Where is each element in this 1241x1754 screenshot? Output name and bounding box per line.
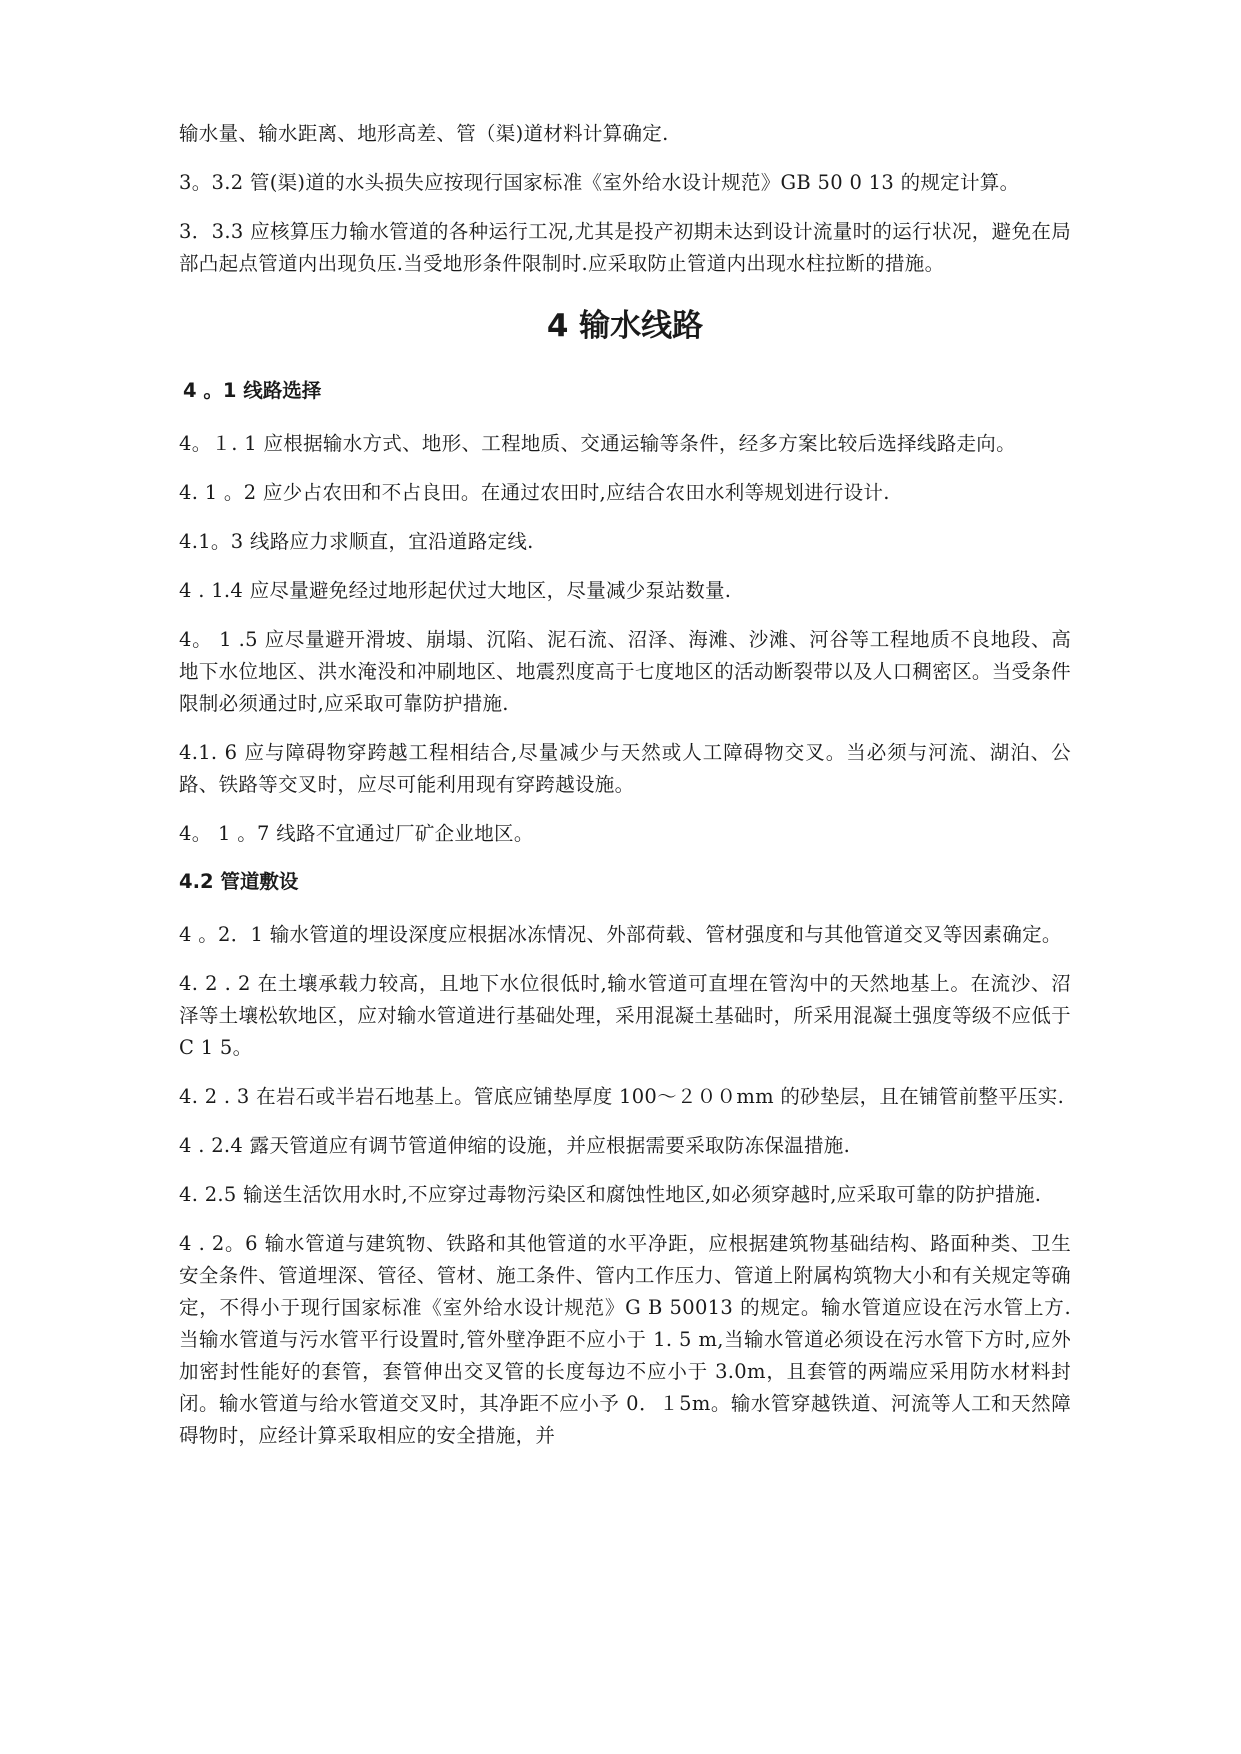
paragraph-4-2-3: 4. 2 . 3 在岩石或半岩石地基上。管底应铺垫厚度 100～２００mm 的砂垫层，且在铺管前整平压实. bbox=[179, 1085, 1065, 1108]
paragraph-4-1-6: 4.1. 6 应与障碍物穿跨越工程相结合,尽量减少与天然或人工障碍物交叉。当必须与河流、湖泊、公路、铁路等交叉时，应尽可能利用现有穿跨越设施。 bbox=[179, 741, 1071, 796]
paragraph-3-3-2: 3。3.2 管(渠)道的水头损失应按现行国家标准《室外给水设计规范》GB 50 0 13 的规定计算。 bbox=[179, 171, 1020, 194]
paragraph-4-2-1: 4 。2．1 输水管道的埋设深度应根据冰冻情况、外部荷载、管材强度和与其他管道交叉等因素确定。 bbox=[179, 923, 1062, 946]
paragraph-3-3-3: 3．3.3 应核算压力输水管道的各种运行工况,尤其是投产初期未达到设计流量时的运行状况，避免在局部凸起点管道内出现负压.当受地形条件限制时.应采取防止管道内出现水柱拉断的措施。 bbox=[179, 220, 1071, 275]
paragraph-4-1-5: 4。 1 .5 应尽量避开滑坡、崩塌、沉陷、泥石流、沼泽、海滩、沙滩、河谷等工程地质不良地段、高地下水位地区、洪水淹没和冲刷地区、地震烈度高于七度地区的活动断裂带以及人口稠密区。当受条件限制必须通过时,应采取可靠防护措施. bbox=[179, 628, 1071, 715]
paragraph-4-1-4: 4 . 1.4 应尽量避免经过地形起伏过大地区，尽量减少泵站数量. bbox=[179, 579, 732, 602]
paragraph-3-3-1-continued: 输水量、输水距离、地形高差、管（渠)道材料计算确定. bbox=[179, 122, 669, 145]
section-title-4-2: 4.2 管道敷设 bbox=[179, 870, 299, 893]
paragraph-4-1-7: 4。 1 。7 线路不宜通过厂矿企业地区。 bbox=[179, 822, 534, 845]
document-body bbox=[179, 118, 1071, 1469]
paragraph-4-1-1: 4。１. 1 应根据输水方式、地形、工程地质、交通运输等条件，经多方案比较后选择线路走向。 bbox=[179, 432, 1016, 455]
paragraph-4-1-2: 4. 1 。2 应少占农田和不占良田。在通过农田时,应结合农田水利等规划进行设计. bbox=[179, 481, 890, 504]
paragraph-4-2-6: 4 . 2。6 输水管道与建筑物、铁路和其他管道的水平净距，应根据建筑物基础结构、路面种类、卫生安全条件、管道埋深、管径、管材、施工条件、管内工作压力、管道上附属构筑物大小和有关规定等确定，不得小于现行国家标准《室外给水设计规范》G B 50013 的规定。输水管道应设在污水管上方.当输水管道与污水管平行设置时,管外壁净距不应小于 1. 5 m,当输水管道必须设在污水管下方时,应外加密封性能好的套管，套管伸出交叉管的长度每边不应小于 3.0m，且套管的两端应采用防水材料封闭。输水管道与给水管道交叉时，其净距不应小予 0．１5m。输水管穿越铁道、河流等人工和天然障碍物时，应经计算采取相应的安全措施，并 bbox=[179, 1232, 1071, 1447]
paragraph-4-2-2: 4. 2 . 2 在土壤承载力较高，且地下水位很低时,输水管道可直埋在管沟中的天然地基上。在流沙、沼泽等土壤松软地区，应对输水管道进行基础处理，采用混凝土基础时，所采用混凝土强度等级不应低于 C 1 5。 bbox=[179, 972, 1071, 1059]
paragraph-4-1-3: 4.1。3 线路应力求顺直，宜沿道路定线. bbox=[179, 530, 534, 553]
chapter-title: 4 输水线路 bbox=[546, 308, 704, 344]
section-title-4-1: 4 。1 线路选择 bbox=[183, 379, 322, 402]
paragraph-4-2-5: 4. 2.5 输送生活饮用水时,不应穿过毒物污染区和腐蚀性地区,如必须穿越时,应采取可靠的防护措施. bbox=[179, 1183, 1042, 1206]
paragraph-4-2-4: 4 . 2.4 露天管道应有调节管道伸缩的设施，并应根据需要采取防冻保温措施. bbox=[179, 1134, 851, 1157]
